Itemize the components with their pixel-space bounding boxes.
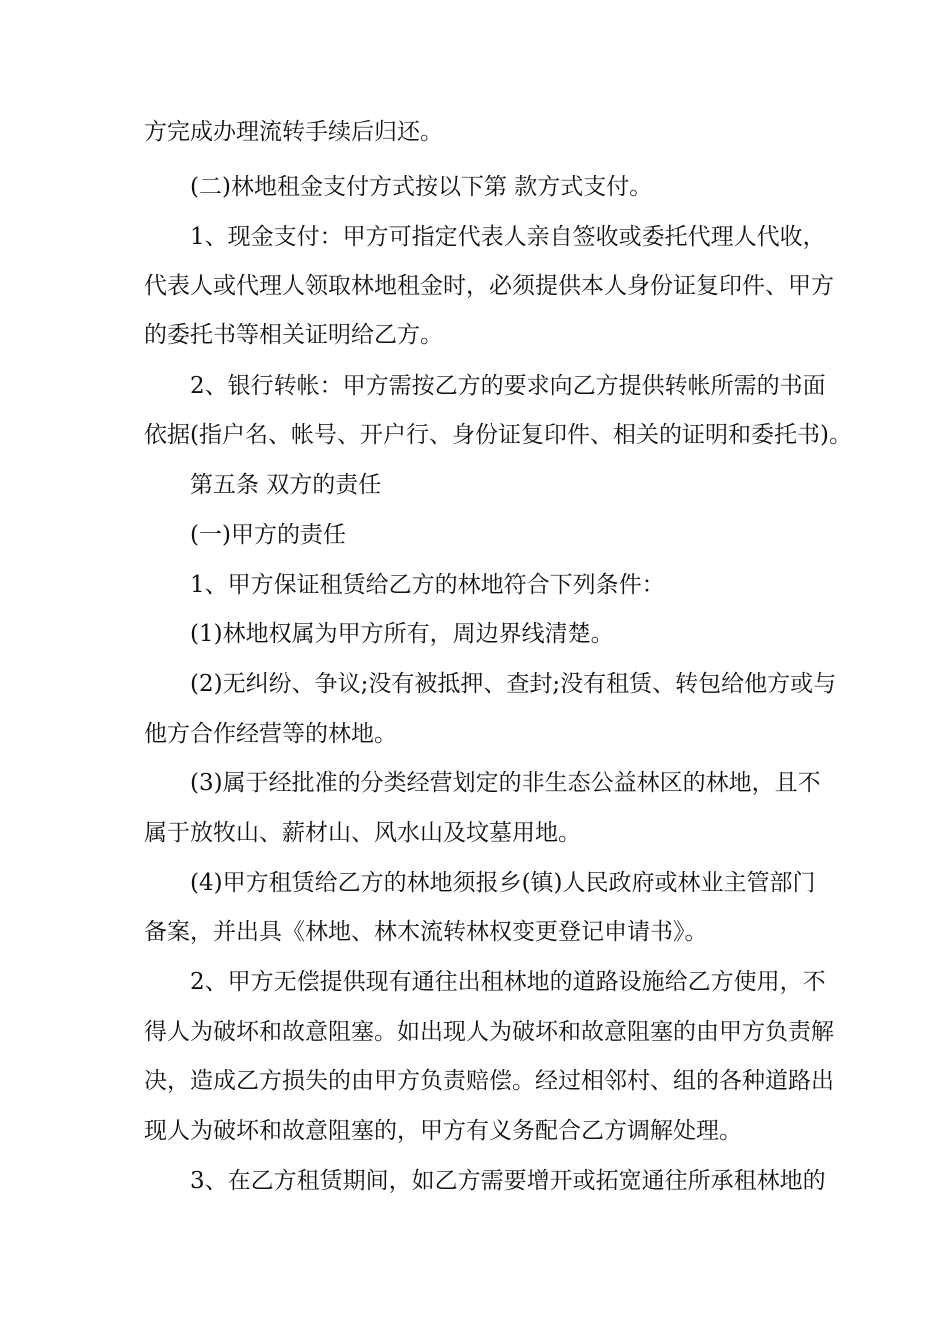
text-line-13: 他方合作经营等的林地。 — [144, 721, 397, 747]
text-line-10: 1、甲方保证租赁给乙方的林地符合下列条件： — [190, 572, 665, 598]
text-line-19: 得人为破坏和故意阻塞。如出现人为破坏和故意阻塞的由甲方负责解 — [144, 1019, 834, 1045]
text-line-5: 的委托书等相关证明给乙方。 — [144, 322, 443, 348]
text-line-18: 2、甲方无偿提供现有通往出租林地的道路设施给乙方使用，不 — [190, 969, 826, 995]
text-line-2: (二)林地租金支付方式按以下第 款方式支付。 — [190, 174, 653, 200]
text-line-4: 代表人或代理人领取林地租金时，必须提供本人身份证复印件、甲方 — [144, 273, 834, 299]
text-line-1: 方完成办理流转手续后归还。 — [144, 119, 443, 145]
section-heading: 第五条 双方的责任 — [190, 472, 382, 498]
subsection-heading: (一)甲方的责任 — [190, 522, 346, 548]
text-line-12: (2)无纠纷、争议;没有被抵押、查封;没有租赁、转包给他方或与 — [190, 671, 837, 697]
text-line-21: 现人为破坏和故意阻塞的，甲方有义务配合乙方调解处理。 — [144, 1118, 742, 1144]
text-line-6: 2、银行转帐：甲方需按乙方的要求向乙方提供转帐所需的书面 — [190, 373, 826, 399]
text-line-3: 1、现金支付：甲方可指定代表人亲自签收或委托代理人代收， — [190, 224, 826, 250]
text-line-17: 备案，并出具《林地、林木流转林权变更登记申请书》。 — [144, 919, 708, 945]
text-line-16: (4)甲方租赁给乙方的林地须报乡(镇)人民政府或林业主管部门 — [190, 870, 816, 896]
text-line-11: (1)林地权属为甲方所有，周边界线清楚。 — [190, 621, 614, 647]
text-line-14: (3)属于经批准的分类经营划定的非生态公益林区的林地，且不 — [190, 770, 821, 796]
text-line-20: 决，造成乙方损失的由甲方负责赔偿。经过相邻村、组的各种道路出 — [144, 1068, 834, 1094]
text-line-22: 3、在乙方租赁期间，如乙方需要增开或拓宽通往所承租林地的 — [190, 1168, 826, 1194]
text-line-7: 依据(指户名、帐号、开户行、身份证复印件、相关的证明和委托书)。 — [144, 422, 852, 448]
text-line-15: 属于放牧山、薪材山、风水山及坟墓用地。 — [144, 820, 581, 846]
